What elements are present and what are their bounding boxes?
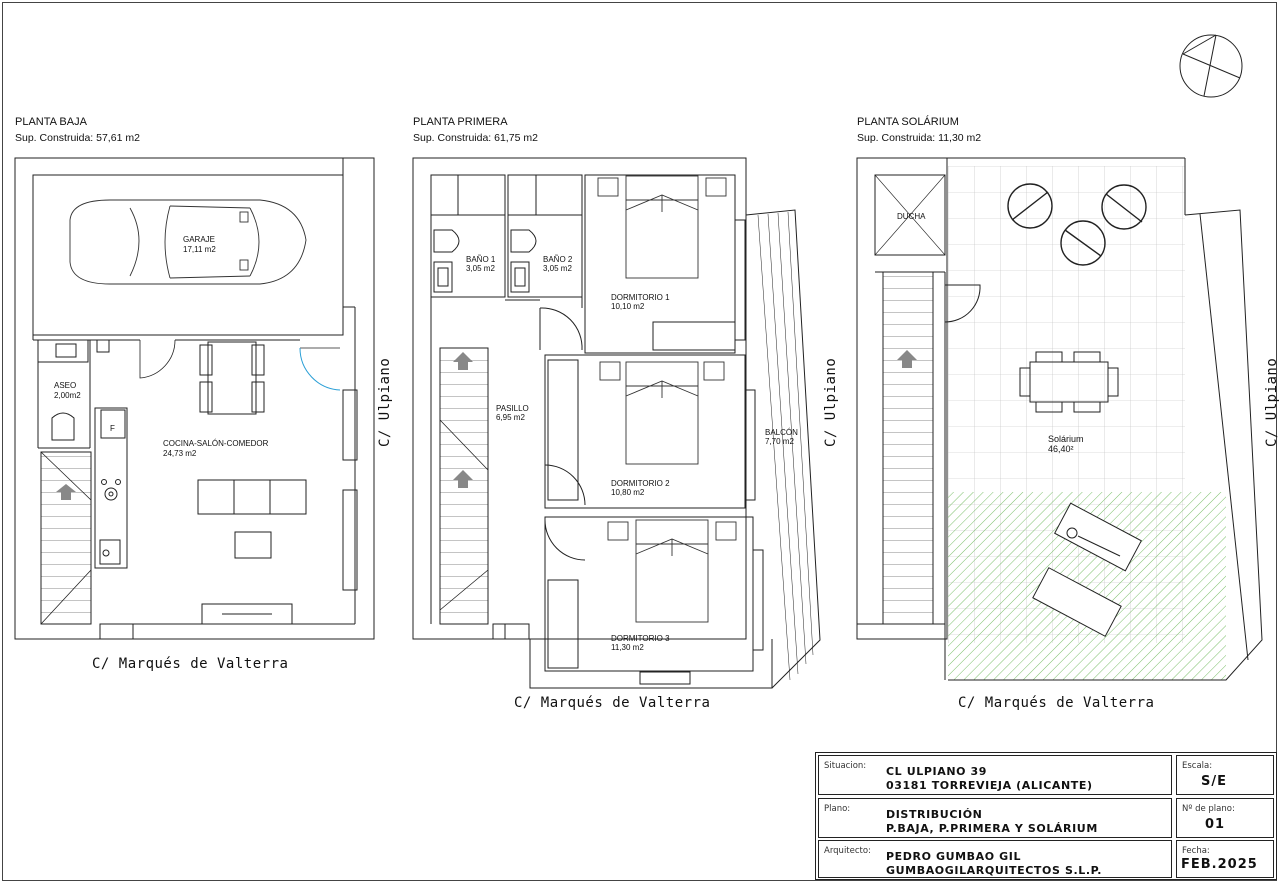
room-name-garaje: GARAJE bbox=[183, 235, 216, 244]
plan-title-baja: PLANTA BAJA bbox=[15, 116, 87, 128]
room-area-bano2: 3,05 m2 bbox=[543, 264, 572, 273]
room-name-ducha: DUCHA bbox=[897, 212, 926, 221]
room-name-balcon: BALCÓN bbox=[765, 428, 798, 437]
room-name-pasillo: PASILLO bbox=[496, 404, 529, 413]
side-street-label-baja: C/ Ulpiano bbox=[377, 357, 393, 447]
room-area-dorm2: 10,80 m2 bbox=[611, 488, 645, 497]
street-label-baja: C/ Marqués de Valterra bbox=[92, 656, 289, 672]
room-area-pasillo: 6,95 m2 bbox=[496, 413, 525, 422]
room-area-aseo: 2,00m2 bbox=[54, 391, 81, 400]
room-name-bano1: BAÑO 1 bbox=[466, 255, 496, 264]
bed-icon bbox=[598, 176, 736, 622]
street-label-solarium: C/ Marqués de Valterra bbox=[958, 695, 1155, 711]
room-name-dorm1: DORMITORIO 1 bbox=[611, 293, 670, 302]
room-name-dorm3: DORMITORIO 3 bbox=[611, 634, 670, 643]
room-area-dorm1: 10,10 m2 bbox=[611, 302, 645, 311]
room-area-solarium: 46,40² bbox=[1048, 444, 1074, 454]
fecha-value: FEB.2025 bbox=[1181, 857, 1258, 872]
street-label-primera: C/ Marqués de Valterra bbox=[514, 695, 711, 711]
num-plano-value: 01 bbox=[1205, 817, 1226, 832]
side-street-label-primera: C/ Ulpiano bbox=[823, 357, 839, 447]
arquitecto-cell bbox=[818, 840, 1172, 878]
north-arrow-icon bbox=[1180, 35, 1242, 97]
room-area-dorm3: 11,30 m2 bbox=[611, 643, 644, 652]
toilet-icon bbox=[52, 413, 74, 440]
plan-planta-primera bbox=[413, 158, 820, 688]
room-name-dorm2: DORMITORIO 2 bbox=[611, 479, 670, 488]
situacion-cell bbox=[818, 755, 1172, 795]
escala-label: Escala: bbox=[1182, 761, 1213, 771]
room-area-balcon: 7,70 m2 bbox=[765, 437, 794, 446]
title-block bbox=[815, 752, 1277, 880]
plano-label: Plano: bbox=[824, 804, 851, 814]
room-area-bano1: 3,05 m2 bbox=[466, 264, 495, 273]
plan-title-solarium: PLANTA SOLÁRIUM bbox=[857, 116, 959, 128]
plan-area-solarium: Sup. Construida: 11,30 m2 bbox=[857, 132, 982, 144]
room-area-garaje: 17,11 m2 bbox=[183, 245, 216, 254]
escala-cell bbox=[1176, 755, 1274, 795]
plano-cell bbox=[818, 798, 1172, 838]
situacion-value: CL ULPIANO 39 03181 TORREVIEJA (ALICANTE) bbox=[886, 765, 1093, 792]
plan-title-primera: PLANTA PRIMERA bbox=[413, 116, 508, 128]
fridge-label: F bbox=[110, 424, 115, 433]
arquitecto-value: PEDRO GUMBAO GIL GUMBAOGILARQUITECTOS S.L.P. bbox=[886, 850, 1103, 877]
arquitecto-label: Arquitecto: bbox=[824, 846, 871, 856]
fecha-label: Fecha: bbox=[1182, 846, 1210, 856]
room-name-cocina: COCINA-SALÓN-COMEDOR bbox=[163, 439, 269, 448]
room-name-aseo: ASEO bbox=[54, 381, 77, 390]
room-name-bano2: BAÑO 2 bbox=[543, 255, 573, 264]
room-area-cocina: 24,73 m2 bbox=[163, 449, 197, 458]
plano-value: DISTRIBUCIÓN P.BAJA, P.PRIMERA Y SOLÁRIUM bbox=[886, 808, 1098, 835]
plan-area-baja: Sup. Construida: 57,61 m2 bbox=[15, 132, 140, 144]
side-street-label-solarium: C/ Ulpiano bbox=[1264, 357, 1280, 447]
plan-area-primera: Sup. Construida: 61,75 m2 bbox=[413, 132, 538, 144]
num-plano-label: Nº de plano: bbox=[1182, 804, 1235, 814]
escala-value: S/E bbox=[1201, 774, 1227, 789]
situacion-label: Situacion: bbox=[824, 761, 867, 771]
toilet-icon bbox=[434, 230, 536, 252]
fecha-cell bbox=[1176, 840, 1274, 878]
room-name-solarium: Solárium bbox=[1048, 434, 1084, 444]
num-plano-cell bbox=[1176, 798, 1274, 838]
